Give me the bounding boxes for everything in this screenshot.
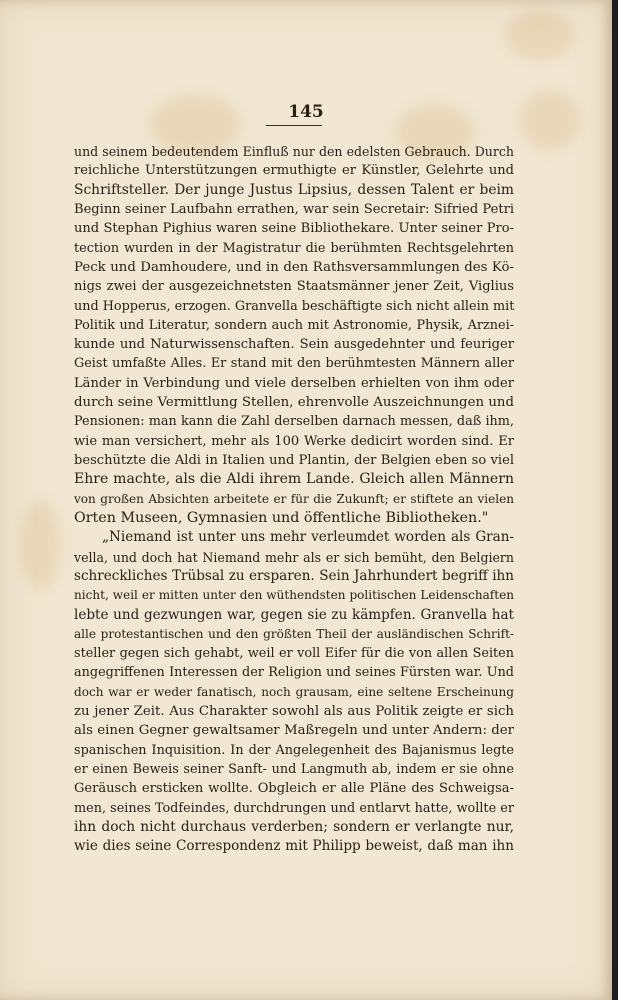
body-text (74, 142, 514, 857)
text-line: wie man versichert, mehr als 100 Werke dedicirt worden sind. Er (74, 433, 514, 449)
text-line: vella, und doch hat Niemand mehr als er sich bemüht, den Belgiern (74, 549, 514, 565)
header-rule (266, 125, 322, 126)
page-edge (612, 0, 618, 1000)
text-line: reichliche Unterstützungen ermuthigte er Künstler, Gelehrte und (74, 163, 514, 179)
text-line: men, seines Todfeindes, durchdrungen und entlarvt hatte, wollte er (74, 800, 514, 816)
text-line: angegriffenen Interessen der Religion und seines Fürsten war. Und (74, 665, 514, 681)
text-line: kunde und Naturwissenschaften. Sein ausgedehnter und feuriger (74, 337, 514, 353)
text-line: nigs zwei der ausgezeichnetsten Staatsmänner jener Zeit, Viglius (74, 279, 514, 295)
text-line: von großen Absichten arbeitete er für die Zukunft; er stiftete an vielen (74, 491, 514, 506)
text-line: ihn doch nicht durchaus verderben; sondern er verlangte nur, (74, 818, 514, 835)
text-line: Peck und Damhoudere, und in den Rathsversammlungen des Kö- (74, 259, 514, 275)
foxing-stain (505, 10, 575, 60)
text-line: spanischen Inquisition. In der Angelegenheit des Bajanismus legte (74, 742, 514, 758)
text-line: schreckliches Trübsal zu ersparen. Sein Jahrhundert begriff ihn (74, 567, 514, 584)
foxing-stain (20, 500, 60, 590)
text-line: steller gegen sich gehabt, weil er voll Eifer für die von allen Seiten (74, 646, 514, 662)
text-line: Schriftsteller. Der junge Justus Lipsius, dessen Talent er beim (74, 181, 514, 198)
text-line: lebte und gezwungen war, gegen sie zu kämpfen. Granvella hat (74, 606, 514, 623)
text-line: als einen Gegner gewaltsamer Maßregeln und unter Andern: der (74, 723, 514, 739)
text-line: tection wurden in der Magistratur die berühmten Rechtsgelehrten (74, 240, 514, 256)
text-line: nicht, weil er mitten unter den wüthendsten politischen Leidenschaften (74, 588, 514, 603)
text-line: Pensionen: man kann die Zahl derselben darnach messen, daß ihm, (74, 414, 514, 430)
text-line: alle protestantischen und den größten Theil der ausländischen Schrift- (74, 626, 514, 641)
text-line: Beginn seiner Laufbahn errathen, war sein Secretair: Sifried Petri (74, 201, 514, 217)
page-number: 145 (288, 102, 324, 122)
text-line: Länder in Verbindung und viele derselben erhielten von ihm oder (74, 375, 514, 391)
text-line: wie dies seine Correspondenz mit Philipp beweist, daß man ihn (74, 838, 514, 855)
text-line: beschützte die Aldi in Italien und Plantin, der Belgien eben so viel (74, 453, 514, 468)
text-line: Ehre machte, als die Aldi ihrem Lande. Gleich allen Männern (74, 471, 514, 488)
text-line: Geräusch ersticken wollte. Obgleich er alle Pläne des Schweigsa- (74, 781, 514, 797)
text-line: zu jener Zeit. Aus Charakter sowohl als aus Politik zeigte er sich (74, 704, 514, 720)
text-line: und Hopperus, erzogen. Granvella beschäftigte sich nicht allein mit (74, 298, 514, 314)
text-line: und seinem bedeutendem Einfluß nur den edelsten Gebrauch. Durch (74, 144, 514, 159)
text-line: „Niemand ist unter uns mehr verleumdet worden als Gran- (102, 529, 514, 546)
text-line: er einen Beweis seiner Sanft- und Langmuth ab, indem er sie ohne (74, 762, 514, 777)
text-line: durch seine Vermittlung Stellen, ehrenvolle Auszeichnungen und (74, 395, 514, 411)
text-line: Orten Museen, Gymnasien und öffentliche Bibliotheken." (74, 509, 489, 526)
text-line: doch war er weder fanatisch, noch grausam, eine seltene Erscheinung (74, 684, 514, 699)
text-line: Politik und Literatur, sondern auch mit Astronomie, Physik, Arznei- (74, 317, 514, 333)
text-line: Geist umfaßte Alles. Er stand mit den berühmtesten Männern aller (74, 356, 514, 372)
text-line: und Stephan Pighius waren seine Bibliothekare. Unter seiner Pro- (74, 221, 514, 237)
